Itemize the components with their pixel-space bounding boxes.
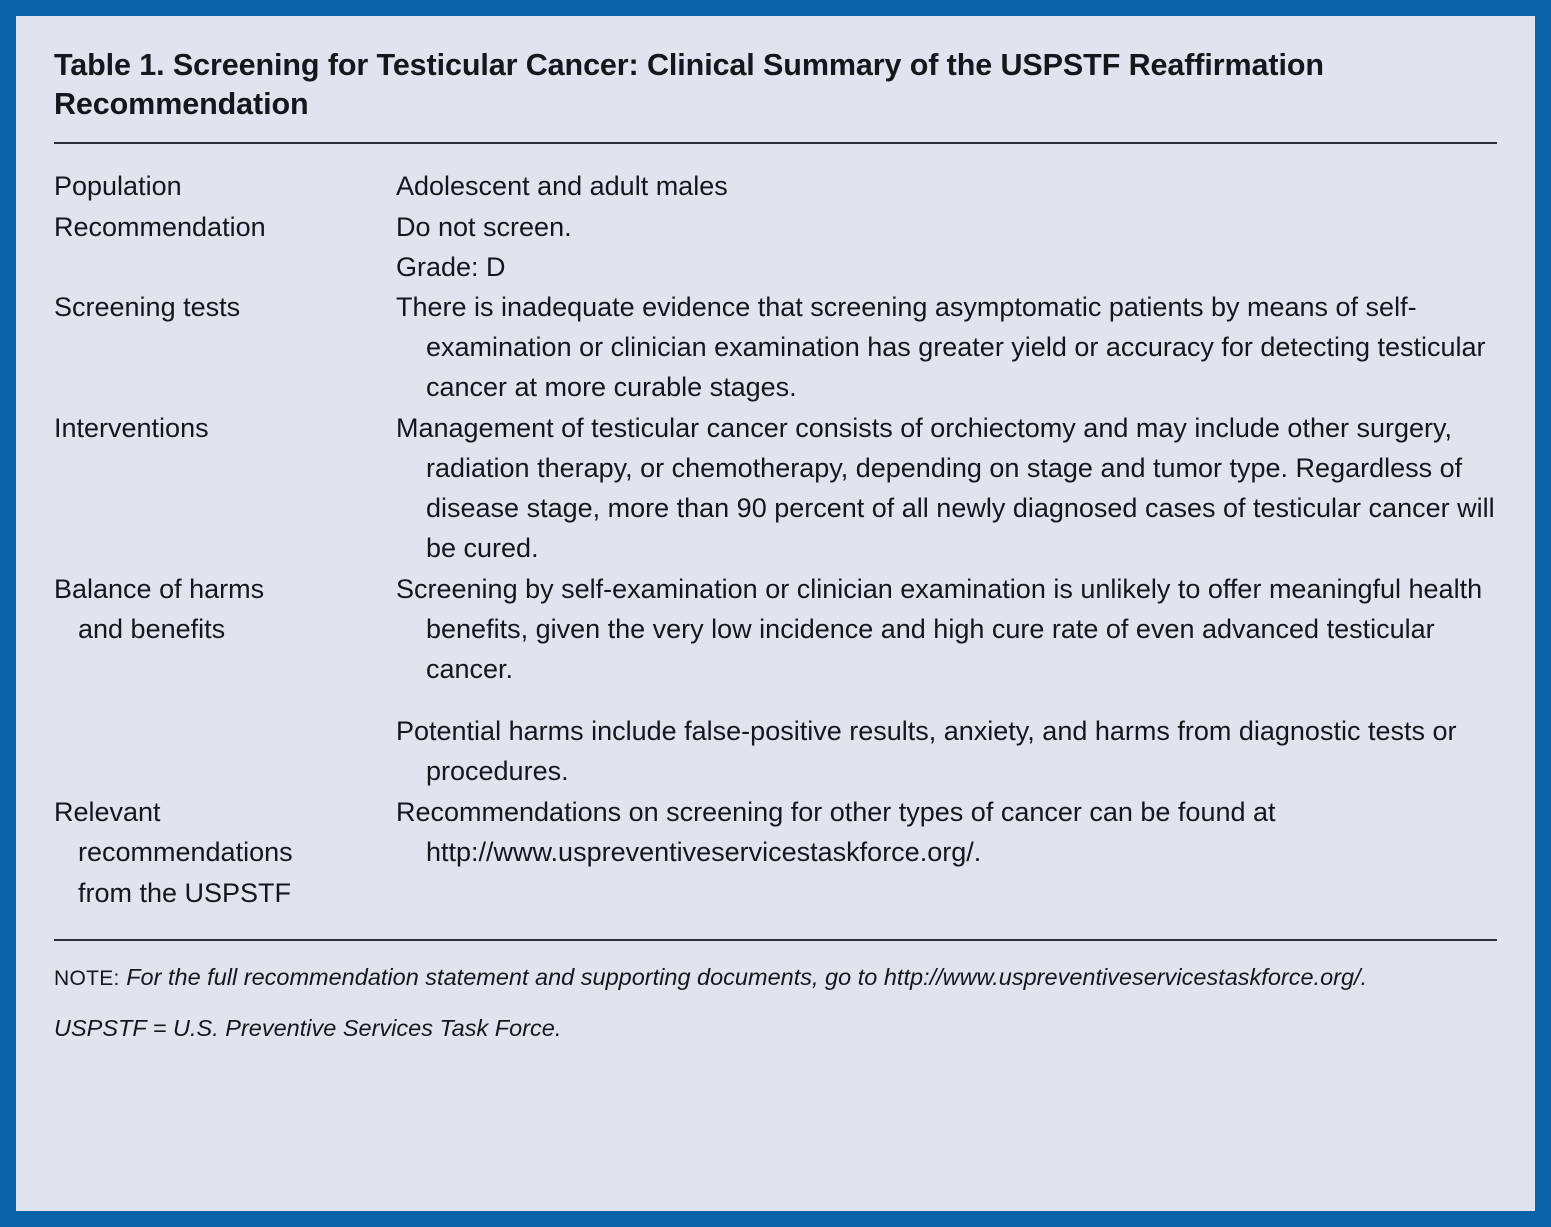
row-paragraph: Management of testicular cancer consists of orchiectomy and may include other surgery, radiation therapy, or chemotherapy, depending on stage and tumor type. Regardless of disease stage, more than 90 percent of all newly diagnosed cases of testicular cancer will be cured. [396,412,1495,564]
row-label-continuation-2: from the USPSTF [78,877,292,908]
row-label-text: Interventions [54,412,209,443]
row-paragraph-grade: Grade: D [396,251,506,282]
row-value [396,408,1497,569]
row-paragraph: Do not screen. [396,211,572,242]
row-value [396,166,1497,206]
row-label-continuation: recommendations [78,837,293,868]
title-divider [54,142,1497,144]
row-label-text: Recommendation [54,211,266,242]
note-text: For the full recommendation statement and supporting documents, go to http://www.uspreventiveservicestaskforce.org/. [126,964,1368,991]
row-paragraph-harms: Potential harms include false-positive results, anxiety, and harms from diagnostic tests or procedures. [396,716,1457,787]
table-row [54,207,1497,287]
body-divider [54,939,1497,941]
table-row [54,792,1497,914]
row-value [396,287,1497,408]
table-row [54,287,1497,408]
table-title: Table 1. Screening for Testicular Cancer: Clinical Summary of the USPSTF Reaffirmation Recommendation [54,48,1324,122]
abbreviation-note: USPSTF = U.S. Preventive Services Task Force. [54,1015,562,1042]
row-label [54,287,396,328]
note-row [54,961,1497,994]
row-label [54,408,396,449]
row-label-text: Balance of harms [54,573,265,604]
table-notes [54,961,1497,1044]
table-row [54,569,1497,792]
row-value [396,792,1497,872]
row-value [396,569,1497,792]
row-paragraph: Screening by self-examination or clinician examination is unlikely to offer meaningful health benefits, given the very low incidence and high cure rate of even advanced testicular cancer. [396,573,1483,684]
note-label: NOTE: [54,967,120,991]
row-paragraph: Recommendations on screening for other types of cancer can be found at http://www.uspreventiveservicestaskforce.org/. [396,796,1276,867]
table-row [54,408,1497,569]
row-label [54,207,396,248]
row-value [396,207,1497,287]
table-inner [16,16,1535,1211]
table-body [54,166,1497,913]
row-label [54,792,396,914]
row-paragraph: There is inadequate evidence that screening asymptomatic patients by means of self-examination or clinician examination has greater yield or accuracy for detecting testicular cancer at more curable stages. [396,292,1486,403]
row-label [54,569,396,650]
row-label-text: Population [54,171,182,202]
row-label-text: Screening tests [54,292,241,322]
row-label [54,166,396,207]
row-paragraph: Adolescent and adult males [396,171,728,202]
table-row [54,166,1497,207]
row-label-text: Relevant [54,796,161,827]
row-label-continuation: and benefits [78,614,226,645]
